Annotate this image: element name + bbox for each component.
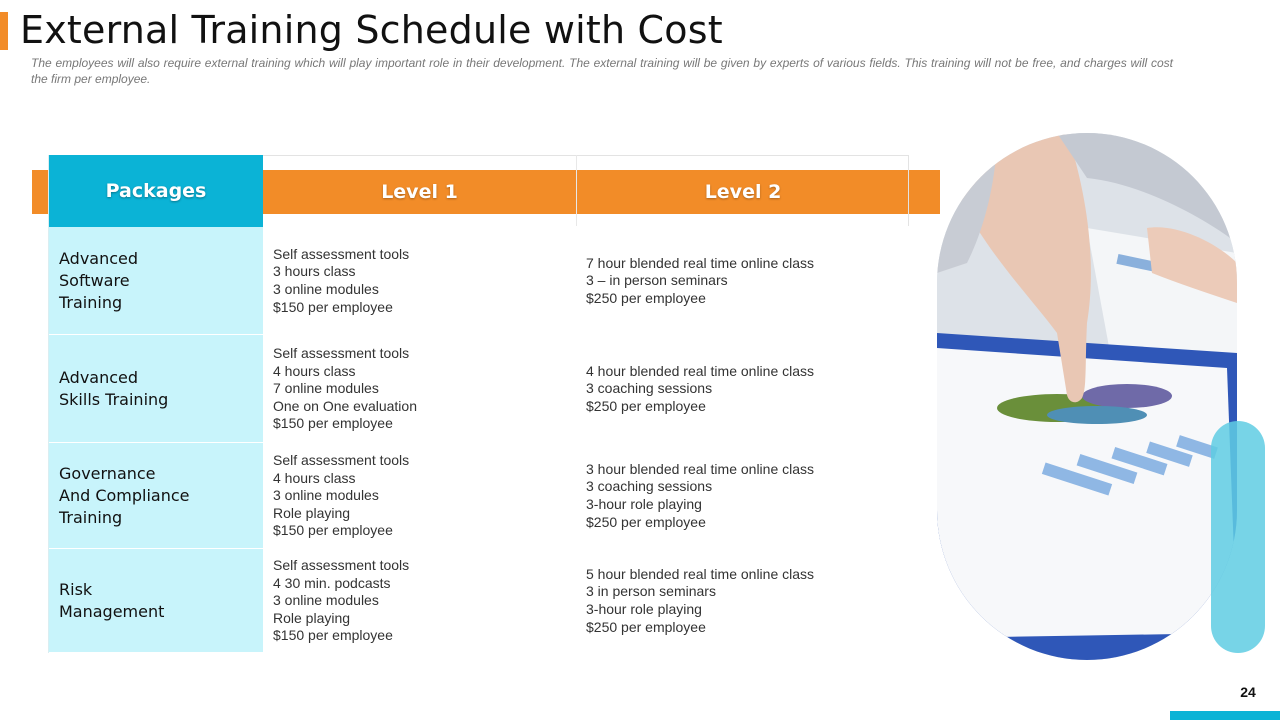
page-subtitle: The employees will also require external training which will play important role in their development. The external training will be given by experts of various fields. This training will not be free, and charges will cost the firm per employee. (31, 56, 1173, 86)
title-accent-bar (0, 12, 8, 50)
list-item: One on One evaluation (273, 397, 417, 414)
package-cell-risk-management: Risk Management (49, 549, 263, 653)
package-cell-governance: Governance And Compliance Training (49, 443, 263, 549)
level-1-cell-governance (273, 443, 573, 549)
list-item: $250 per employee (586, 618, 706, 635)
list-item: 3 in person seminars (586, 583, 716, 600)
list-item: 3 coaching sessions (586, 478, 713, 495)
list-item: Self assessment tools (273, 345, 410, 362)
page-title: External Training Schedule with Cost (20, 8, 723, 52)
list-item: Role playing (273, 609, 351, 626)
list-item: 3 online modules (273, 281, 379, 297)
list-item: $150 per employee (273, 415, 393, 432)
list-item: $250 per employee (586, 289, 706, 306)
level-2-cell-advanced-software (586, 227, 906, 335)
list-item: 4 hours class (273, 469, 356, 486)
business-report-photo (937, 133, 1237, 660)
package-cell-advanced-skills: Advanced Skills Training (49, 335, 263, 443)
footer-accent-bar (1170, 711, 1280, 720)
list-item: 3 coaching sessions (586, 380, 713, 397)
list-item: Role playing (273, 504, 351, 521)
list-item: 3-hour role playing (586, 496, 702, 512)
level-2-cell-governance (586, 443, 906, 549)
list-item: 4 hours class (273, 362, 356, 379)
level-2-cell-advanced-skills (586, 335, 906, 443)
list-item: 7 hour blended real time online class (586, 254, 815, 271)
list-item: 3 online modules (273, 592, 379, 609)
list-item: $150 per employee (273, 298, 393, 315)
list-item: 3 hour blended real time online class (586, 460, 815, 477)
level-1-header: Level 1 (381, 181, 458, 203)
level-1-cell-advanced-software (273, 227, 573, 335)
list-item: 3 hours class (273, 263, 356, 280)
decorative-pill (1211, 421, 1265, 653)
list-item: $250 per employee (586, 513, 706, 530)
list-item: 3 online modules (273, 487, 379, 504)
level-1-cell-advanced-skills (273, 335, 573, 443)
level-1-cell-risk-management (273, 549, 573, 653)
packages-header: Packages (49, 155, 263, 227)
list-item: $150 per employee (273, 522, 393, 539)
page-number: 24 (1240, 684, 1256, 700)
package-cell-advanced-software: Advanced Software Training (49, 227, 263, 335)
list-item: 3 – in person seminars (586, 272, 728, 289)
list-item: Self assessment tools (273, 245, 410, 262)
list-item: Self assessment tools (273, 452, 410, 469)
list-item: Self assessment tools (273, 557, 410, 574)
list-item: 5 hour blended real time online class (586, 565, 815, 582)
level-2-header: Level 2 (704, 181, 782, 203)
list-item: 3-hour role playing (586, 601, 702, 617)
list-item: 4 30 min. podcasts (273, 574, 391, 591)
list-item: $250 per employee (586, 397, 706, 414)
level-2-cell-risk-management (586, 549, 906, 653)
list-item: $150 per employee (273, 627, 393, 644)
list-item: 4 hour blended real time online class (586, 362, 815, 379)
list-item: 7 online modules (273, 380, 379, 397)
